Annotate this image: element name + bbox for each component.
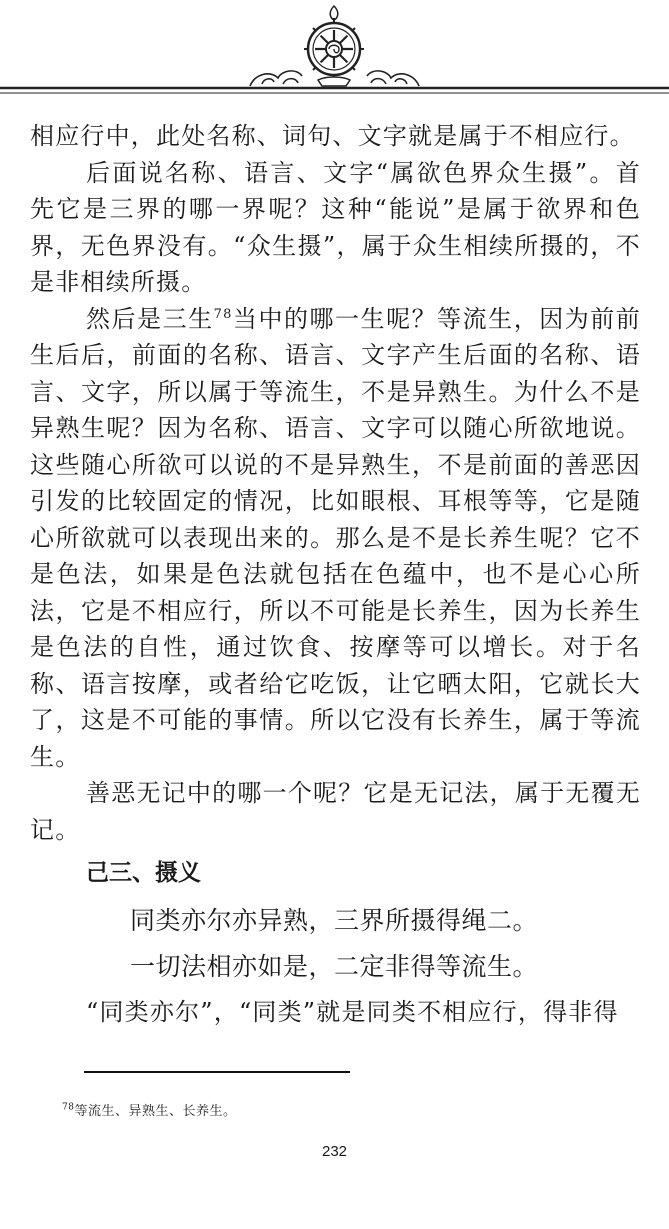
cloud-left-icon <box>250 71 302 86</box>
main-content <box>0 118 669 1031</box>
footnote <box>62 1100 236 1119</box>
footnote-rule <box>84 1071 350 1073</box>
paragraph-1: 相应行中，此处名称、词句、文字就是属于不相应行。 <box>30 122 635 150</box>
footnote-text: 等流生、异熟生、长养生。 <box>74 1104 237 1119</box>
verse-line-1: 同类亦尔亦异熟，三界所摄得绳二。 <box>130 906 539 935</box>
paragraph-5: “同类亦尔”，“同类”就是同类不相应行，得非得 <box>86 998 619 1026</box>
footnote-number: 78 <box>62 1102 75 1113</box>
cloud-right-icon <box>367 71 419 86</box>
paragraph-3-rest: 当中的哪一生呢？等流生，因为前前生后后，前面的名称、语言、文字产生后面的名称、语言、文字，所以属于等流生，不是异熟生。为什么不是异熟生呢？因为名称、语言、文字可以随心所欲地说。这些随心所欲可以说的不是异熟生，不是前面的善恶因引发的比较固定的情况，比如眼根、耳根等等，它是随心所欲就可以表现出来的。那么是不是长养生呢？它不是色法，如果是色法就包括在色蕴中，也不是心心所法，它是不相应行，所以不可能是长养生，因为长养生是色法的自性，通过饮食、按摩等可以增长。对于名称、语言按摩，或者给它吃饭，让它晒太阳，它就长大了，这是不可能的事情。所以它没有长养生，属于等流生。 <box>30 304 642 771</box>
dharma-wheel-icon <box>304 6 364 86</box>
page-number: 232 <box>321 1143 348 1160</box>
footnote-ref[interactable]: 78 <box>213 306 233 322</box>
section-heading: 己三、摄义 <box>86 859 201 886</box>
page-header <box>0 0 669 100</box>
paragraph-2: 后面说名称、语言、文字“属欲色界众生摄”。首先它是三界的哪一界呢？这种“能说”是属于欲界和色界，无色界没有。“众生摄”，属于众生相续所摄的，不是非相续所摄。 <box>30 158 641 296</box>
paragraph-3 <box>0 301 669 776</box>
paragraph-3-start: 然后是三生 <box>86 304 214 333</box>
verse-line-2: 一切法相亦如是，二定非得等流生。 <box>130 952 539 981</box>
paragraph-4: 善恶无记中的哪一个呢？它是无记法，属于无覆无记。 <box>30 779 641 844</box>
header-ornament <box>0 0 669 100</box>
